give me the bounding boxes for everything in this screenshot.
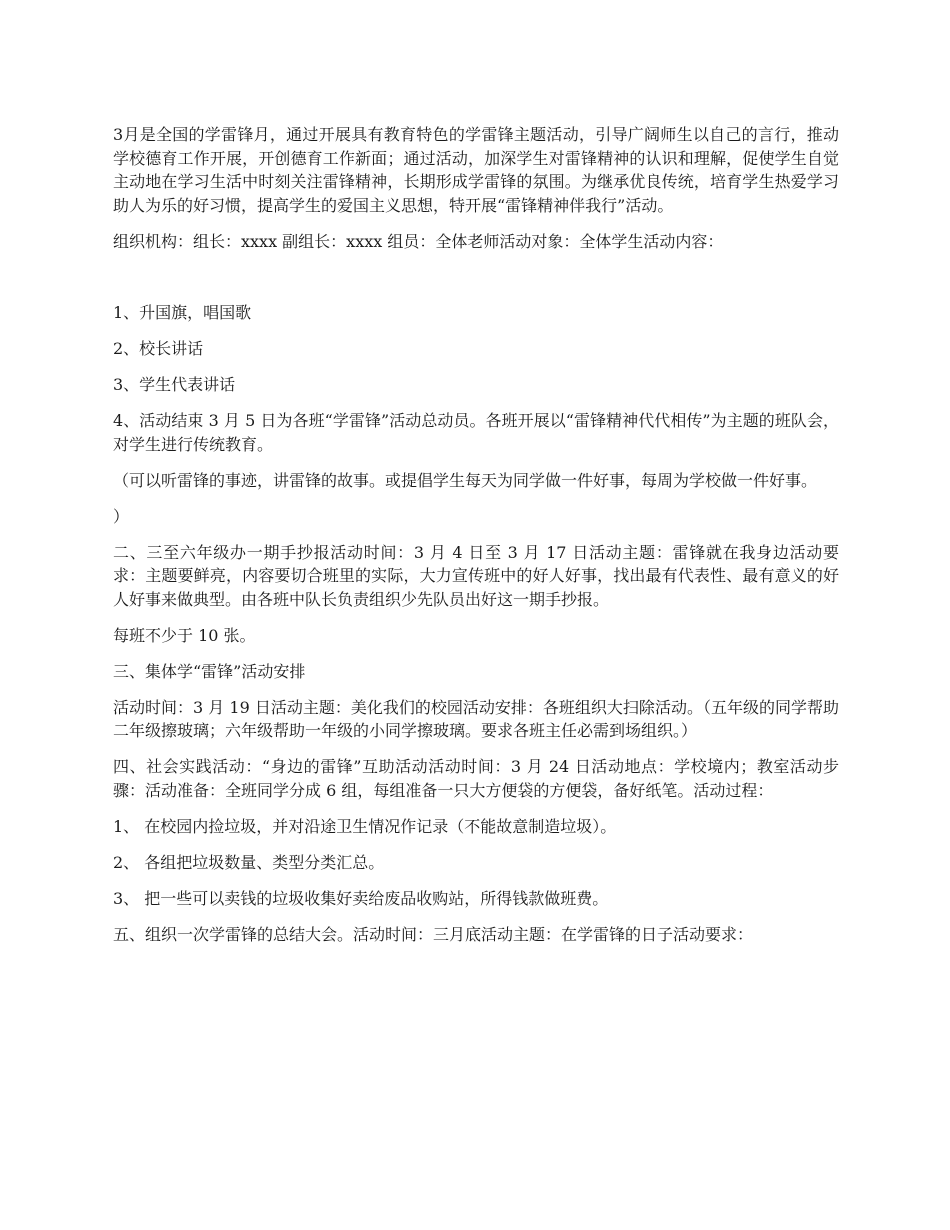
section-five-paragraph: 五、组织一次学雷锋的总结大会。活动时间：三月底活动主题：在学雷锋的日子活动要求：	[113, 924, 754, 944]
organization-paragraph: 组织机构：组长：xxxx 副组长：xxxx 组员：全体老师活动对象：全体学生活动内容：	[113, 231, 724, 251]
section-three-paragraph: 活动时间：3 月 19 日活动主题：美化我们的校园活动安排：各班组织大扫除活动。（五年级的同学帮助二年级擦玻璃；六年级帮助一年级的小同学擦玻璃。要求各班主任必需到场组织。）	[113, 697, 839, 740]
list-item: 3、学生代表讲话	[113, 375, 236, 394]
section-four-paragraph: 四、社会实践活动：“身边的雷锋”互助活动活动时间：3 月 24 日活动地点：学校境内；教室活动步骤：活动准备：全班同学分成 6 组，每组准备一只大方便袋的方便袋，备好纸笔。活动过程：	[113, 757, 839, 800]
section-three-heading: 三、集体学“雷锋”活动安排	[113, 661, 306, 681]
list-item: 2、校长讲话	[113, 339, 204, 358]
list-item: 4、活动结束 3 月 5 日为各班“学雷锋”活动总动员。各班开展以“雷锋精神代代相传”为主题的班队会，对学生进行传统教育。	[113, 411, 839, 454]
step-item: 1、 在校园内捡垃圾，并对沿途卫生情况作记录（不能故意制造垃圾）。	[113, 816, 617, 836]
step-item: 3、 把一些可以卖钱的垃圾收集好卖给废品收购站，所得钱款做班费。	[113, 888, 609, 908]
step-item: 2、 各组把垃圾数量、类型分类汇总。	[113, 852, 385, 872]
paragraph: 每班不少于 10 张。	[113, 625, 256, 645]
document-body	[113, 123, 839, 959]
note-paragraph: （可以听雷锋的事迹，讲雷锋的故事。或提倡学生每天为同学做一件好事，每周为学校做一件好事。	[113, 470, 818, 490]
section-two-paragraph: 二、三至六年级办一期手抄报活动时间：3 月 4 日至 3 月 17 日活动主题：雷锋就在我身边活动要求：主题要鲜亮，内容要切合班里的实际，大力宣传班中的好人好事，找出最有代表性、最有意义的好人好事来做典型。由各班中队长负责组织少先队员出好这一期手抄报。	[113, 542, 839, 609]
note-close-paragraph: ）	[113, 506, 130, 526]
intro-paragraph: 3月是全国的学雷锋月，通过开展具有教育特色的学雷锋主题活动，引导广阔师生以自己的言行，推动学校德育工作开展，开创德育工作新面；通过活动，加深学生对雷锋精神的认识和理解，促使学生自觉主动地在学习生活中时刻关注雷锋精神，长期形成学雷锋的氛围。为继承优良传统，培育学生热爱学习助人为乐的好习惯，提高学生的爱国主义思想，特开展“雷锋精神伴我行”活动。	[113, 125, 839, 215]
list-item: 1、升国旗，唱国歌	[113, 303, 252, 322]
